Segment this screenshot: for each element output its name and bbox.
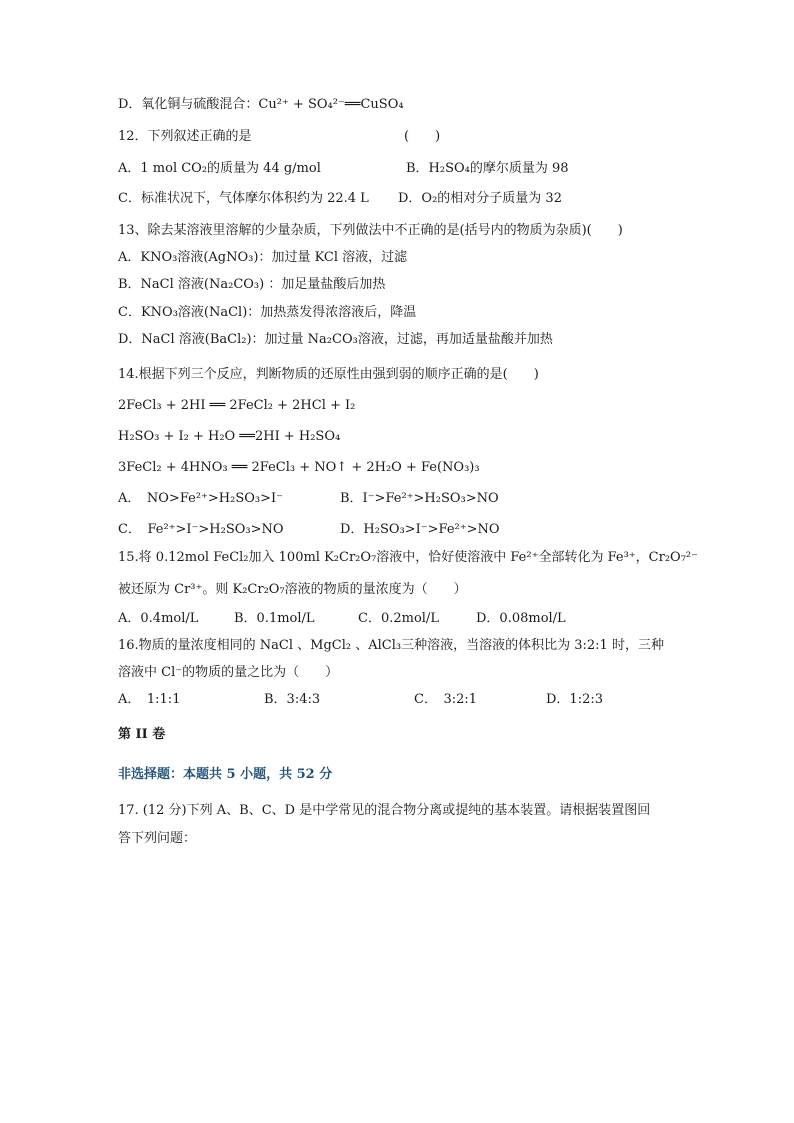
q16-option-a: A． 1:1:1 [118,692,181,707]
section-2-subtitle: 非选择题：本题共 5 小题，共 52 分 [118,767,333,782]
q17-stem-line-2: 答下列问题： [118,831,197,846]
section-2-title: 第 II 卷 [118,727,166,742]
q12-stem: 12．下列叙述正确的是 [118,129,252,144]
q15-stem-line-2: 被还原为 Cr³⁺。则 K₂Cr₂O₇溶液的物质的量浓度为（ ） [118,582,467,597]
q13-option-d: D．NaCl 溶液(BaCl₂)：加过量 Na₂CO₃溶液，过滤，再加适量盐酸并加热 [118,332,553,347]
q13-option-b: B．NaCl 溶液(Na₂CO₃) ：加足量盐酸后加热 [118,277,386,292]
q12-option-d: D．O₂的相对分子质量为 32 [398,191,562,206]
q12-option-c: C．标准状况下，气体摩尔体积约为 22.4 L [118,191,369,206]
q15-option-b: B．0.1mol/L [234,611,315,626]
q13-option-a: A．KNO₃溶液(AgNO₃)：加过量 KCl 溶液，过滤 [118,250,408,265]
q12-answer-paren: ( ) [404,129,441,144]
q16-option-c: C． 3:2:1 [414,692,478,707]
q14-option-a: A． NO>Fe²⁺>H₂SO₃>I⁻ [118,491,283,506]
q14-option-d: D．H₂SO₃>I⁻>Fe²⁺>NO [340,522,500,537]
q15-option-a: A．0.4mol/L [118,611,199,626]
q11-option-d: D．氧化铜与硫酸混合：Cu²⁺ + SO₄²⁻══CuSO₄ [118,97,404,112]
q14-reaction-2: H₂SO₃ + I₂ + H₂O ══2HI + H₂SO₄ [118,429,341,444]
q16-stem-line-1: 16.物质的量浓度相同的 NaCl 、MgCl₂ 、AlCl₃三种溶液，当溶液的体积比为 3:2:1 时，三种 [118,638,664,653]
q15-stem-line-1: 15.将 0.12mol FeCl₂加入 100ml K₂Cr₂O₇溶液中，恰好使溶液中 Fe²⁺全部转化为 Fe³⁺，Cr₂O₇²⁻ [118,550,698,565]
q13-option-c: C．KNO₃溶液(NaCl)：加热蒸发得浓溶液后，降温 [118,305,417,320]
q12-option-a: A．1 mol CO₂的质量为 44 g/mol [118,161,321,176]
q14-reaction-3: 3FeCl₂ + 4HNO₃ ══ 2FeCl₃ + NO↑ + 2H₂O + Fe(NO₃)₃ [118,460,480,475]
q14-option-b: B．I⁻>Fe²⁺>H₂SO₃>NO [340,491,499,506]
q15-option-c: C．0.2mol/L [358,611,439,626]
q17-stem-line-1: 17. (12 分)下列 A、B、C、D 是中学常见的混合物分离或提纯的基本装置。请根据装置图回 [118,803,651,818]
q14-stem: 14.根据下列三个反应，判断物质的还原性由强到弱的顺序正确的是( ) [118,367,539,382]
q14-option-c: C． Fe²⁺>I⁻>H₂SO₃>NO [118,522,284,537]
q13-stem: 13、除去某溶液里溶解的少量杂质，下列做法中不正确的是(括号内的物质为杂质)( ) [118,223,623,238]
q16-stem-line-2: 溶液中 Cl⁻的物质的量之比为（ ） [118,665,339,680]
q16-option-d: D．1:2:3 [546,692,603,707]
q12-option-b: B．H₂SO₄的摩尔质量为 98 [406,161,569,176]
q15-option-d: D．0.08mol/L [476,611,566,626]
q16-option-b: B．3:4:3 [264,692,321,707]
q14-reaction-1: 2FeCl₃ + 2HI ══ 2FeCl₂ + 2HCl + I₂ [118,398,356,413]
